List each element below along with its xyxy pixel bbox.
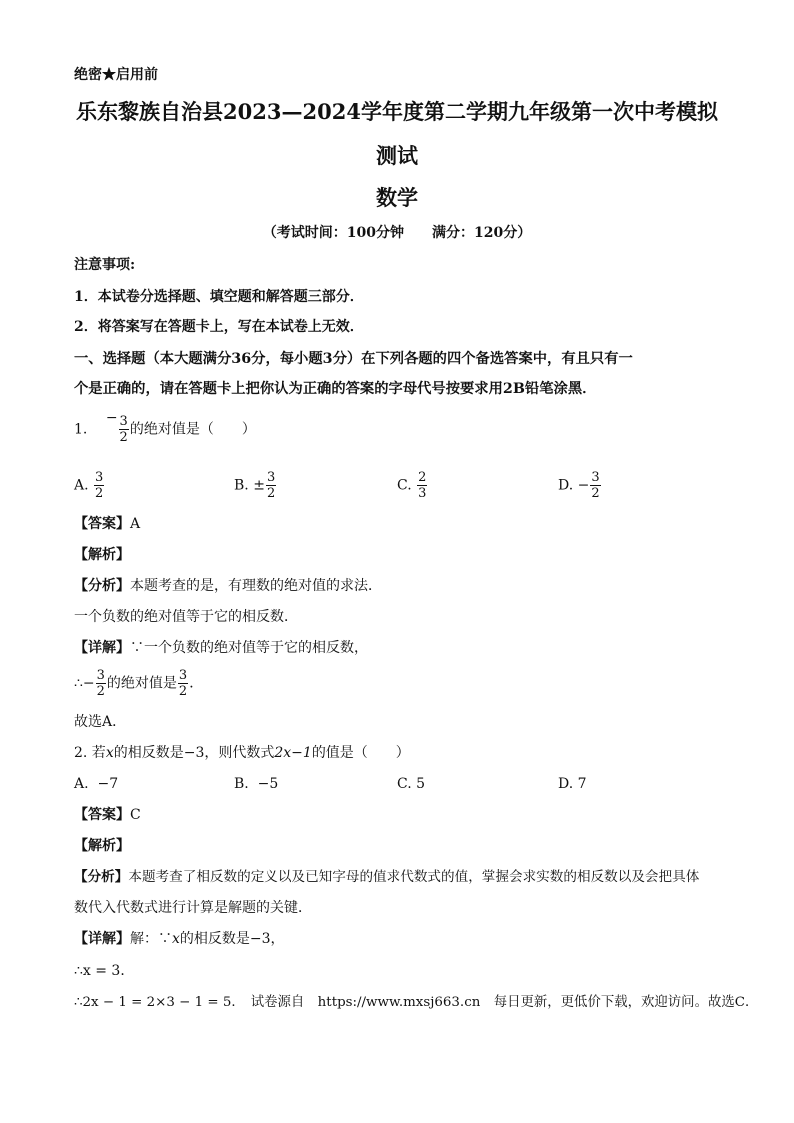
subject-title: 数学 (376, 185, 418, 210)
option-a: A. $\frac{3}{2}$ (74, 470, 104, 501)
analysis-tag: 【解析】 (74, 547, 130, 563)
source-watermark: 试卷源自 https://www.mxsj663.cn 每日更新，更低价下载，欢迎访问。故选C． (250, 995, 759, 1010)
detail-line: 【详解】解：∵x的相反数是−3， (74, 931, 285, 947)
analysis-fenxi: 【分析】本题考查了相反数的定义以及已知字母的值求代数式的值，掌握会求实数的相反数以及会把具体 (74, 869, 700, 885)
stem-tail: 的绝对值是（ ） (129, 421, 256, 438)
question-1-stem (74, 409, 256, 445)
exam-info: （考试时间：100分钟 满分：120分） (262, 225, 532, 241)
analysis-fenxi-2: 一个负数的绝对值等于它的相反数． (74, 609, 298, 625)
page-title: 乐东黎族自治县2023—2024学年度第二学期九年级第一次中考模拟 (76, 99, 718, 124)
page-title-cont: 测试 (376, 143, 418, 168)
confidential-mark: 绝密★启用前 (74, 67, 158, 83)
option-a: A. −7 (74, 776, 119, 792)
notes-heading: 注意事项: (74, 257, 136, 273)
analysis-tag: 【解析】 (74, 838, 130, 854)
note-item-1: 1．本试卷分选择题、填空题和解答题三部分． (74, 289, 364, 305)
choose-line: 故选A． (74, 714, 127, 730)
option-c: C. 5 (397, 776, 426, 792)
step-line-1: ∴x = 3． (74, 963, 135, 979)
option-d: D. 7 (558, 776, 587, 792)
option-c: C. $\frac{2}{3}$ (397, 470, 427, 501)
detail-line: 【详解】∵一个负数的绝对值等于它的相反数， (74, 640, 368, 656)
question-number: 1. (74, 421, 88, 438)
therefore-line: ∴− $\frac{3}{2}$ 的绝对值是 $\frac{3}{2}$ ． (74, 668, 204, 699)
section-heading: 一、选择题（本大题满分36分，每小题3分）在下列各题的四个备选答案中，有且只有一 (74, 351, 633, 367)
option-b: B. ± $\frac{3}{2}$ (234, 470, 276, 501)
answer-line: 【答案】C (74, 807, 141, 823)
analysis-fenxi: 【分析】本题考查的是，有理数的绝对值的求法． (74, 578, 382, 594)
option-b: B. −5 (234, 776, 279, 792)
option-d: D. − $\frac{3}{2}$ (558, 470, 600, 501)
fraction: $\frac{3}{2}$ (119, 414, 128, 445)
analysis-fenxi-2: 数代入代数式进行计算是解题的关键． (74, 900, 312, 916)
minus-sign: − (105, 409, 118, 426)
section-heading-cont: 个是正确的，请在答题卡上把你认为正确的答案的字母代号按要求用2B铅笔涂黑． (74, 381, 597, 397)
question-2-stem: 2. 若x的相反数是−3，则代数式2x−1的值是（ ） (74, 745, 410, 761)
step-line-2: ∴2x − 1 = 2×3 − 1 = 5． 试卷源自 https://www.mxsj663.cn 每日更新，更低价下载，欢迎访问。故选C． (74, 995, 759, 1010)
answer-line: 【答案】A (74, 516, 141, 532)
note-item-2: 2．将答案写在答题卡上，写在本试卷上无效． (74, 319, 364, 335)
